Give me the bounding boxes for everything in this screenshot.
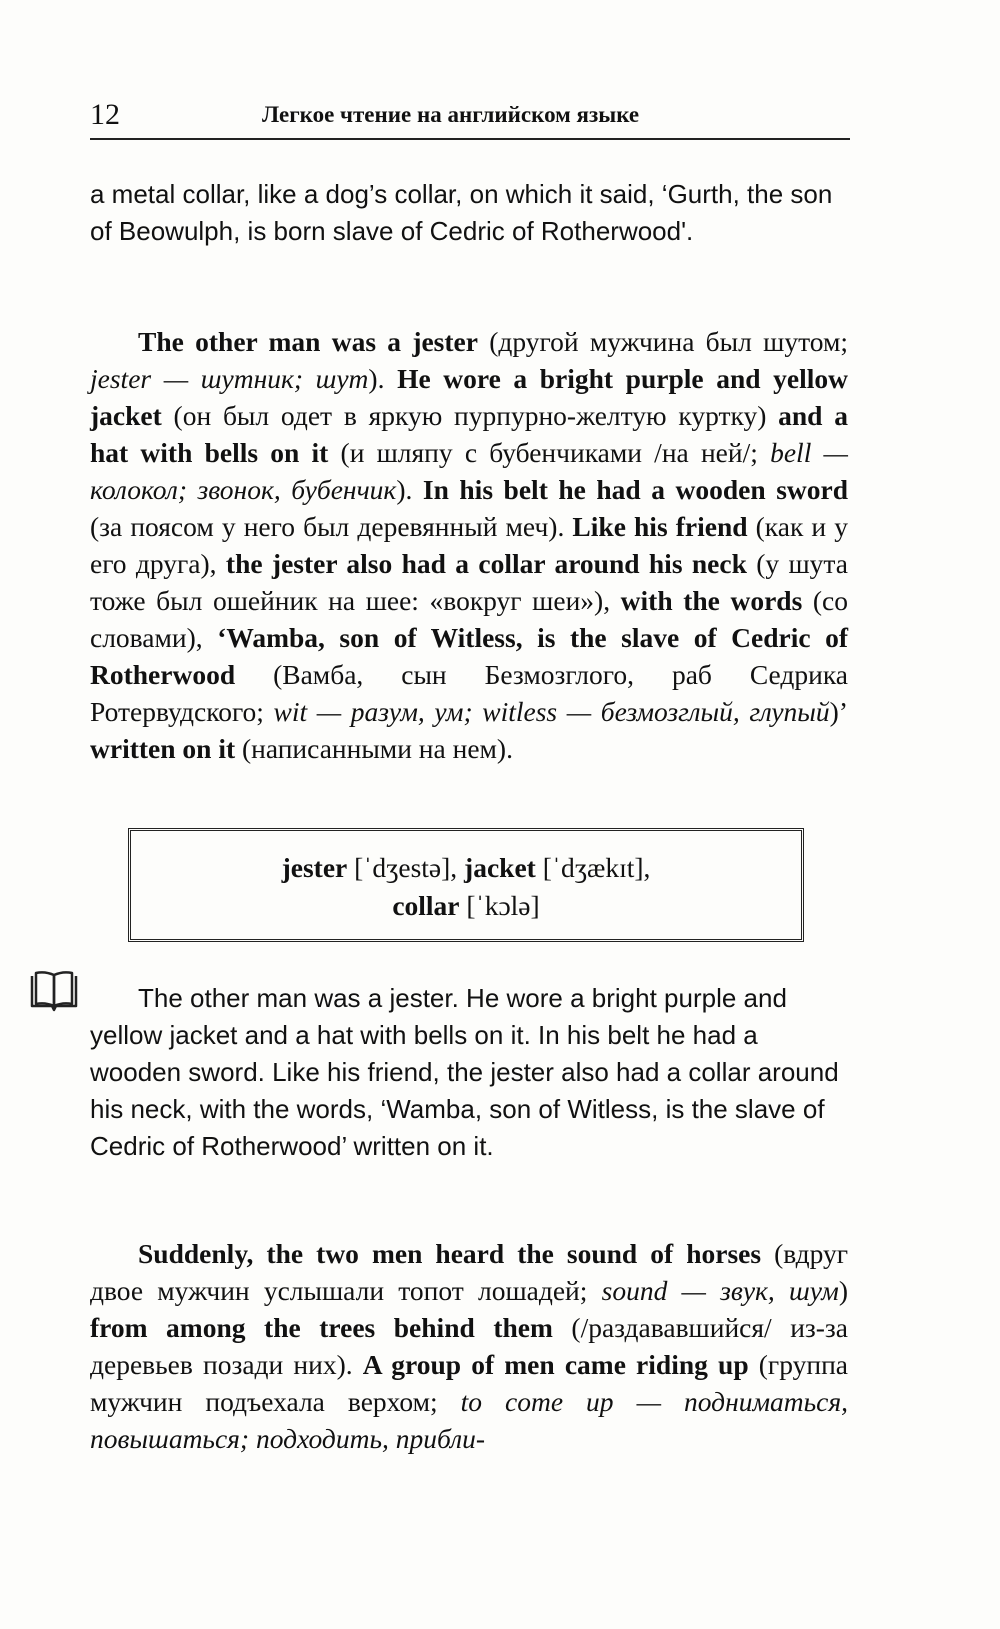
running-title: Легкое чтение на английском языке <box>262 102 640 127</box>
en-phrase: and a hat with bells on it <box>90 400 848 468</box>
en-phrase: Suddenly, the two men heard the sound of horses <box>138 1238 762 1269</box>
ru-gloss: (вдруг двое мужчин услышали топот лошадей; <box>90 1238 848 1306</box>
pron-transcription: [ˈdʒestə], <box>347 852 465 883</box>
ru-gloss: (за поясом у него был деревянный меч). <box>90 511 573 542</box>
bilingual-paragraph-jester <box>90 323 848 767</box>
en-phrase: from among the trees behind them <box>90 1312 553 1343</box>
ru-gloss: (у шута тоже был ошейник на шее: «вокруг шеи»), <box>90 548 848 616</box>
en-phrase: He wore a bright purple and yellow jacket <box>90 363 848 431</box>
ru-gloss: (он был одет в яркую пурпурно-желтую куртку) <box>161 400 779 431</box>
ru-gloss: (как и у его друга), <box>90 511 848 579</box>
punct: ) <box>838 1275 848 1306</box>
pronunciation-line-1 <box>131 849 801 887</box>
en-phrase: with the words <box>620 585 803 616</box>
english-reading-paragraph <box>90 980 848 1165</box>
ru-gloss: (со словами), <box>90 585 848 653</box>
ru-gloss: (другой мужчина был шутом; <box>477 326 848 357</box>
punct: ). <box>396 474 423 505</box>
pronunciation-line-2 <box>131 887 801 925</box>
pron-word: collar <box>392 890 460 921</box>
pron-word: jacket <box>464 852 536 883</box>
en-phrase: written on it <box>90 733 236 764</box>
vocab-note: to come up — подниматься, повышаться; подходить, прибли- <box>90 1386 849 1454</box>
pronunciation-box <box>128 828 804 942</box>
ru-gloss: (Вамба, сын Безмозглого, раб Седрика Ротервудского; <box>90 659 848 727</box>
ru-gloss: (группа мужчин подъехала верхом; <box>90 1349 848 1417</box>
open-book-icon <box>28 970 80 1014</box>
vocab-note: jester — шутник; шут <box>90 363 369 394</box>
punct: ). <box>368 363 398 394</box>
page-header <box>90 98 850 140</box>
en-phrase: The other man was a jester <box>138 326 478 357</box>
vocab-note: bell — колокол; звонок, бубенчик <box>90 437 848 505</box>
punct: )’ <box>829 696 848 727</box>
en-phrase: In his belt he had a wooden sword <box>422 474 849 505</box>
intro-text: a metal collar, like a dog’s collar, on which it said, ‘Gurth, the son of Beowulph, is born slave of Cedric of Rotherwood'. <box>90 179 833 246</box>
reading-text: The other man was a jester. He wore a bright purple and yellow jacket and a hat with bells on it. In his belt he had a wooden sword. Like his friend, the jester also had a collar around his neck, with the words, ‘Wamba, son of Witless, is the slave of Cedric of Rotherwood’ written on it. <box>90 983 839 1161</box>
en-phrase: ‘Wamba, son of Witless, is the slave of Cedric of Rotherwood <box>90 622 848 690</box>
ru-gloss: (написанными на нем). <box>235 733 513 764</box>
pron-word: jester <box>281 852 348 883</box>
vocab-note: sound — звук, шум <box>601 1275 839 1306</box>
en-phrase: A group of men came riding up <box>362 1349 749 1380</box>
en-phrase: Like his friend <box>572 511 748 542</box>
pron-transcription: [ˈdʒækɪt], <box>535 852 651 883</box>
vocab-note: wit — разум, ум; witless — безмозглый, глупый <box>273 696 830 727</box>
pron-transcription: [ˈkɔlə] <box>459 890 540 921</box>
page-number: 12 <box>90 98 120 131</box>
en-phrase: the jester also had a collar around his neck <box>225 548 747 579</box>
intro-paragraph <box>90 176 848 250</box>
ru-gloss: (и шляпу с бубенчиками /на ней/; <box>328 437 771 468</box>
ru-gloss: (/раздававшийся/ из-за деревьев позади них). <box>90 1312 849 1380</box>
bilingual-paragraph-horses <box>90 1235 848 1457</box>
